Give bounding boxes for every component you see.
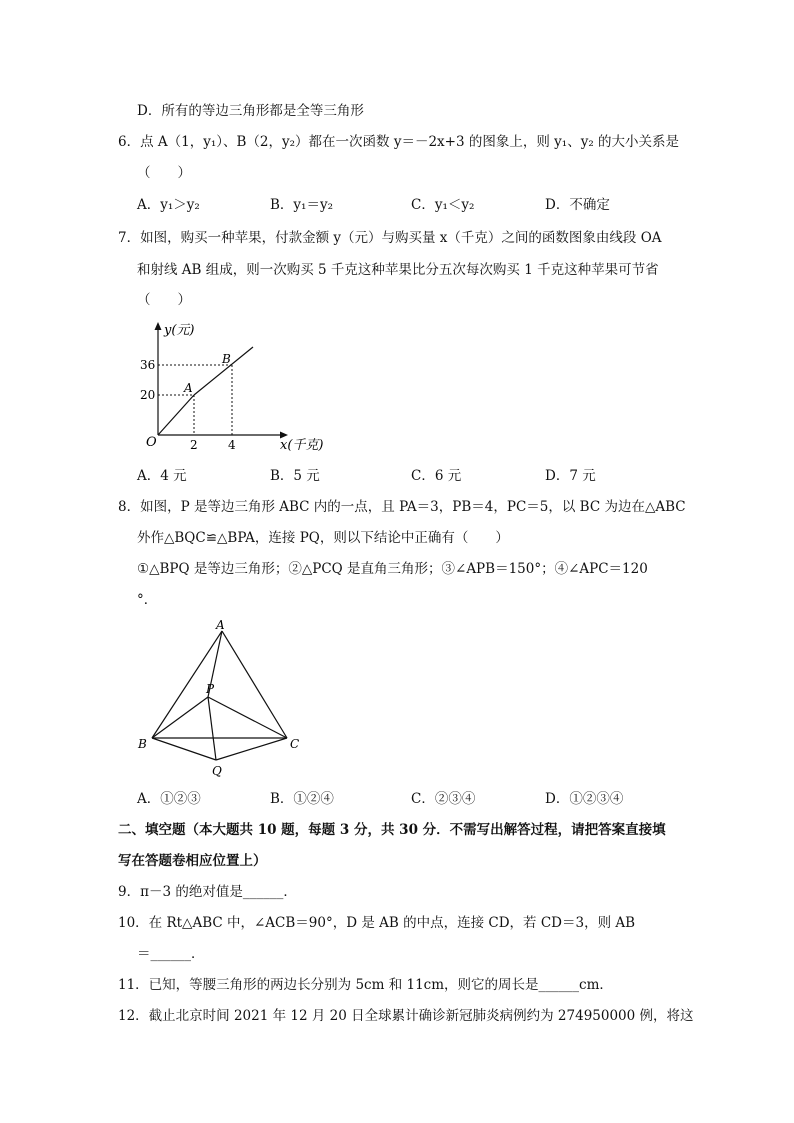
q7-option-d: D．7 元 — [545, 468, 596, 484]
q6-option-b: B．y₁＝y₂ — [270, 197, 333, 213]
segment-ac — [222, 631, 287, 738]
vertex-b-label: B — [138, 737, 147, 751]
q12-text: 12．截止北京时间 2021 年 12 月 20 日全球累计确诊新冠肺炎病例约为 274950000 例，将这 — [118, 1008, 694, 1024]
q6-option-a: A．y₁＞y₂ — [137, 197, 200, 213]
q7-option-c: C．6 元 — [411, 468, 462, 484]
segment-pb — [152, 697, 208, 738]
q6-option-c: C．y₁＜y₂ — [411, 197, 475, 213]
q7-graph — [130, 318, 350, 458]
graph-origin: O — [146, 435, 157, 450]
q10-line1: 10．在 Rt△ABC 中，∠ACB＝90°，D 是 AB 的中点，连接 CD，若 CD＝3，则 AB — [118, 915, 636, 931]
q7-line1: 7．如图，购买一种苹果，付款金额 y（元）与购买量 x（千克）之间的函数图象由线段 OA — [118, 230, 662, 246]
graph-ytick-36: 36 — [140, 358, 156, 372]
graph-point-a: A — [184, 381, 193, 395]
graph-y-label: y(元) — [164, 323, 195, 338]
q7-paren: （ ） — [137, 292, 191, 308]
q8-figure — [130, 615, 315, 785]
graph-xtick-4: 4 — [228, 438, 236, 452]
point-p-label: P — [206, 682, 215, 696]
q8-line2: 外作△BQC≌△BPA，连接 PQ，则以下结论中正确有（ ） — [137, 530, 509, 546]
graph-x-label: x(千克) — [280, 438, 324, 453]
q9-text: 9．π－3 的绝对值是______． — [118, 884, 297, 900]
q8-option-a: A．①②③ — [137, 791, 201, 807]
q8-option-c: C．②③④ — [411, 791, 476, 807]
q8-option-b: B．①②④ — [270, 791, 334, 807]
q11-text: 11．已知，等腰三角形的两边长分别为 5cm 和 11cm，则它的周长是______cm． — [118, 977, 613, 993]
graph-y-arrow — [155, 322, 162, 330]
q10-line2: ＝______． — [137, 946, 205, 962]
q7-option-b: B．5 元 — [270, 468, 320, 484]
vertex-a-label: A — [216, 618, 225, 632]
segment-cq — [216, 738, 287, 760]
graph-point-b: B — [222, 352, 231, 366]
q6-option-d: D．不确定 — [545, 197, 610, 213]
graph-segment-oa — [158, 395, 194, 435]
q8-line1: 8．如图，P 是等边三角形 ABC 内的一点，且 PA＝3，PB＝4，PC＝5，以 BC 为边在△ABC — [118, 499, 686, 515]
q6-paren: （ ） — [137, 165, 191, 181]
q6-stem: 6．点 A（1，y₁）、B（2，y₂）都在一次函数 y＝－2x+3 的图象上，则 y₁、y₂ 的大小关系是 — [118, 134, 680, 150]
q8-option-d: D．①②③④ — [545, 791, 624, 807]
q7-option-a: A．4 元 — [137, 468, 187, 484]
q8-line3: ①△BPQ 是等边三角形；②△PCQ 是直角三角形；③∠APB＝150°；④∠APC＝120 — [137, 561, 648, 577]
q7-line2: 和射线 AB 组成，则一次购买 5 千克这种苹果比分五次每次购买 1 千克这种苹果可节省 — [137, 262, 659, 278]
point-q-label: Q — [212, 764, 222, 778]
q5-option-d: D．所有的等边三角形都是全等三角形 — [137, 103, 364, 119]
graph-ytick-20: 20 — [140, 388, 156, 402]
graph-xtick-2: 2 — [190, 438, 198, 452]
section2-heading-line1: 二、填空题（本大题共 10 题，每题 3 分，共 30 分．不需写出解答过程，请把答案直接填 — [118, 822, 666, 838]
segment-pq — [208, 697, 216, 760]
q8-line4: °． — [137, 592, 158, 608]
section2-heading-line2: 写在答题卷相应位置上） — [118, 853, 267, 869]
segment-bq — [152, 738, 216, 760]
vertex-c-label: C — [290, 737, 300, 751]
